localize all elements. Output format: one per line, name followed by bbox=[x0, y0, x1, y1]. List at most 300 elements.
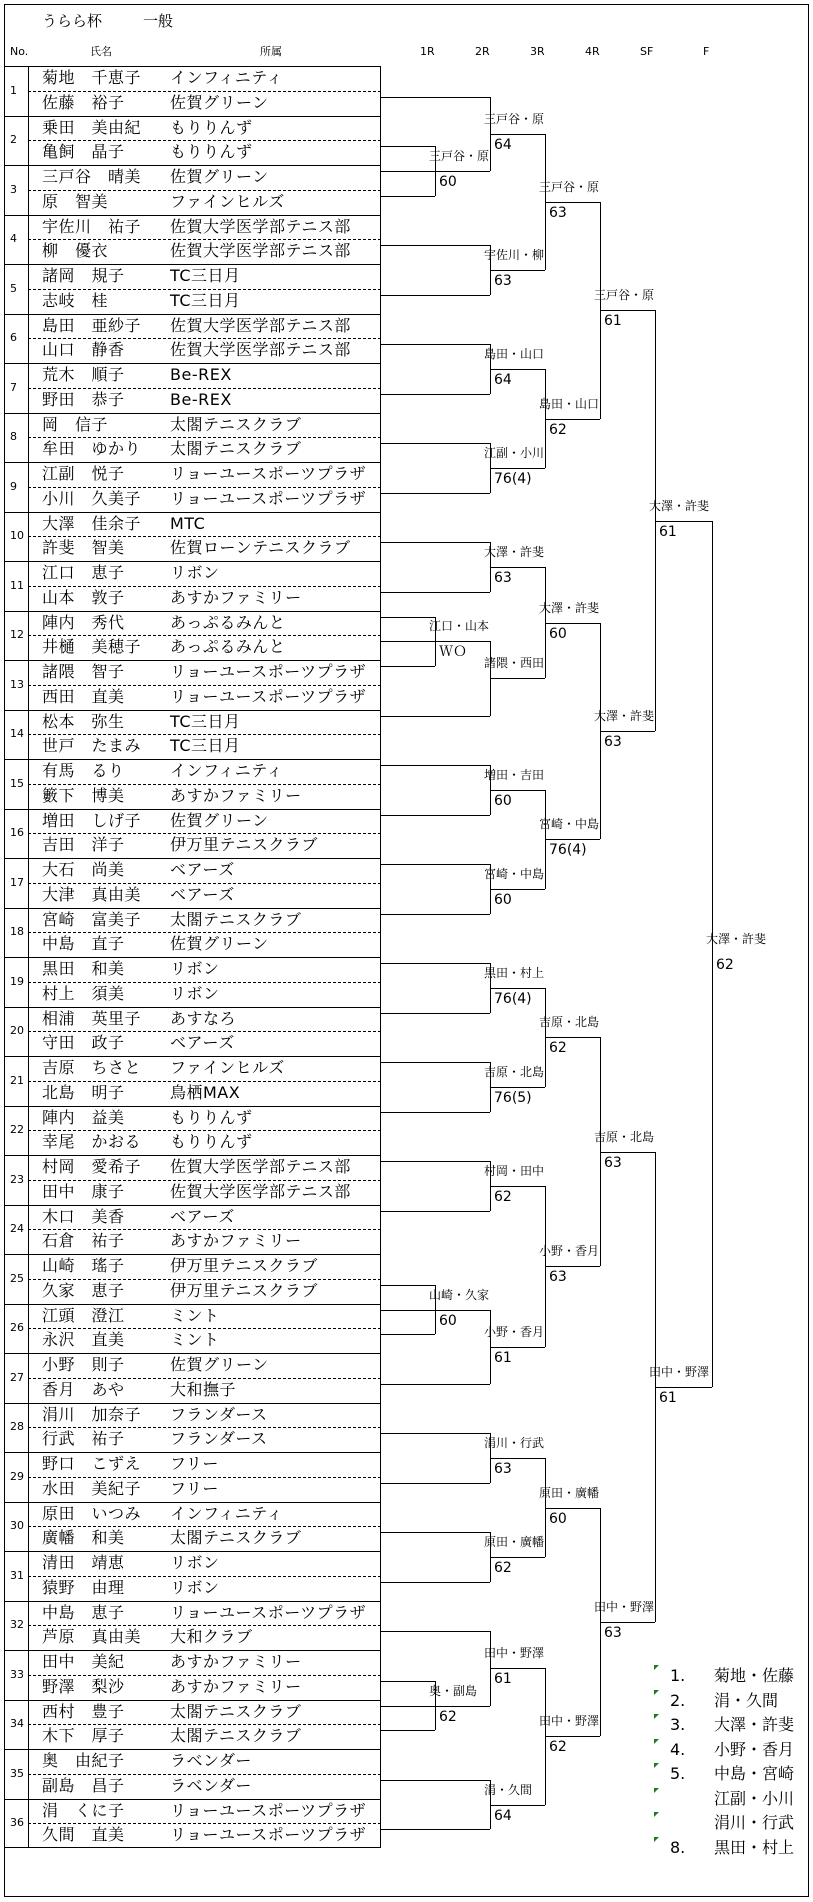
player-club: フランダース bbox=[170, 1429, 268, 1449]
pair-divider bbox=[4, 611, 381, 612]
pair-divider bbox=[4, 1007, 381, 1008]
player-club: あすかファミリー bbox=[170, 587, 302, 607]
player-name: 副島 昌子 bbox=[42, 1775, 125, 1795]
pair-divider bbox=[4, 1601, 381, 1602]
player-club: ラベンダー bbox=[170, 1775, 252, 1795]
row-divider bbox=[28, 586, 381, 587]
pair-divider bbox=[4, 1254, 381, 1255]
player-club: もりりんず bbox=[170, 1107, 253, 1127]
player-name: 幸尾 かおる bbox=[42, 1132, 142, 1152]
row-divider bbox=[28, 1279, 381, 1280]
bracket-line bbox=[381, 1483, 490, 1484]
bracket-line bbox=[600, 1622, 655, 1623]
pair-divider bbox=[4, 710, 381, 711]
player-club: あすかファミリー bbox=[170, 785, 302, 805]
match-score: 62 bbox=[549, 1040, 567, 1057]
rank-marker bbox=[654, 1739, 659, 1744]
bracket-line bbox=[545, 419, 600, 420]
rank-pair: 小野・香月 bbox=[714, 1739, 795, 1759]
pair-number: 16 bbox=[10, 826, 24, 840]
match-score: 62 bbox=[494, 1188, 512, 1205]
row-divider bbox=[28, 91, 381, 92]
rank-pair: 江副・小川 bbox=[714, 1788, 795, 1808]
pair-divider bbox=[4, 1749, 381, 1750]
bracket-line bbox=[381, 344, 490, 345]
bracket-line bbox=[545, 623, 600, 624]
pair-number: 3 bbox=[10, 182, 17, 196]
match-score: 64 bbox=[494, 136, 512, 153]
match-winner: 諸隈・西田 bbox=[484, 656, 545, 671]
pair-number: 18 bbox=[10, 925, 24, 939]
rank-marker bbox=[654, 1812, 659, 1817]
player-name: 芦原 真由美 bbox=[42, 1627, 142, 1647]
player-name: 大石 尚美 bbox=[42, 860, 125, 879]
pair-number: 29 bbox=[10, 1469, 24, 1483]
match-score: 60 bbox=[439, 174, 457, 190]
player-club: 佐賀グリーン bbox=[170, 92, 269, 112]
match-score: 60 bbox=[494, 891, 512, 908]
pair-divider bbox=[4, 462, 381, 463]
player-club: フリー bbox=[170, 1478, 219, 1498]
player-name: 涓川 加奈子 bbox=[42, 1404, 142, 1424]
bracket-line bbox=[600, 731, 655, 732]
match-score: 62 bbox=[439, 1708, 457, 1725]
bracket-line bbox=[545, 839, 600, 840]
match-score: 63 bbox=[604, 1624, 622, 1641]
player-name: 宇佐川 祐子 bbox=[42, 216, 142, 236]
player-name: 有馬 るり bbox=[42, 761, 125, 780]
match-winner: 小野・香月 bbox=[484, 1324, 545, 1339]
match-score: 64 bbox=[494, 372, 512, 388]
player-name: 野澤 梨沙 bbox=[42, 1676, 125, 1696]
row-divider bbox=[28, 883, 381, 884]
match-winner: 島田・山口 bbox=[484, 347, 545, 361]
pair-divider bbox=[4, 1799, 381, 1800]
rank-marker bbox=[654, 1690, 659, 1695]
match-winner: 田中・野澤 bbox=[649, 1364, 710, 1379]
player-club: 佐賀大学医学部テニス部 bbox=[170, 1157, 351, 1176]
bracket-line bbox=[490, 889, 545, 890]
row-divider bbox=[28, 289, 381, 290]
row-divider bbox=[28, 1229, 381, 1230]
player-club: TC三日月 bbox=[170, 266, 241, 285]
bracket-line bbox=[490, 1087, 545, 1088]
player-name: 中島 直子 bbox=[42, 934, 125, 954]
player-club: リボン bbox=[170, 983, 220, 1003]
match-winner: 奥・副島 bbox=[429, 1683, 478, 1698]
header-name: 氏名 bbox=[90, 45, 112, 58]
player-club: あすかファミリー bbox=[170, 1231, 302, 1251]
pair-number: 11 bbox=[10, 578, 24, 592]
pair-number: 21 bbox=[10, 1073, 24, 1087]
player-club: インフィニティ bbox=[170, 68, 283, 87]
player-club: あすかファミリー bbox=[170, 1676, 302, 1696]
match-winner: 江口・山本 bbox=[429, 619, 490, 634]
rank-marker bbox=[654, 1837, 659, 1842]
player-name: 原 智美 bbox=[42, 191, 109, 211]
bracket-line bbox=[490, 1458, 545, 1459]
player-club: ベアーズ bbox=[170, 884, 235, 904]
player-name: 井樋 美穂子 bbox=[42, 637, 142, 657]
match-score: 60 bbox=[494, 792, 512, 809]
player-club: ベアーズ bbox=[170, 1033, 235, 1053]
match-winner: 宇佐川・柳 bbox=[484, 248, 545, 262]
row-divider bbox=[28, 1675, 381, 1676]
rank-pair: 涓・久間 bbox=[714, 1690, 779, 1710]
bracket-line bbox=[381, 963, 490, 964]
player-club: ミント bbox=[170, 1305, 220, 1325]
player-name: 小川 久美子 bbox=[42, 488, 142, 508]
bracket-line bbox=[490, 134, 545, 135]
player-club: MTC bbox=[170, 513, 206, 533]
pair-divider bbox=[4, 1551, 381, 1552]
player-name: 香月 あや bbox=[42, 1379, 125, 1399]
player-club: ファインヒルズ bbox=[170, 191, 285, 211]
pair-number: 34 bbox=[10, 1717, 24, 1731]
pair-divider bbox=[4, 1452, 381, 1453]
player-club: リョーユースポーツプラザ bbox=[170, 686, 367, 706]
pair-number: 35 bbox=[10, 1766, 24, 1780]
bracket-line bbox=[655, 1387, 712, 1388]
player-name: 世戸 たまみ bbox=[42, 736, 142, 756]
rank-marker bbox=[654, 1714, 659, 1719]
player-name: 田中 美紀 bbox=[42, 1652, 125, 1671]
player-club: TC三日月 bbox=[170, 290, 241, 310]
player-name: 小野 則子 bbox=[42, 1355, 125, 1374]
player-club: リョーユースポーツプラザ bbox=[170, 1800, 367, 1820]
player-club: ベアーズ bbox=[170, 860, 235, 879]
player-club: もりりんず bbox=[170, 117, 253, 137]
pair-number: 1 bbox=[10, 83, 17, 97]
player-club: インフィニティ bbox=[170, 1503, 283, 1523]
bracket-line bbox=[381, 1780, 490, 1781]
match-score: 60 bbox=[549, 625, 567, 642]
bracket-line bbox=[381, 666, 435, 667]
pair-divider bbox=[4, 660, 381, 661]
pair-number: 23 bbox=[10, 1172, 24, 1186]
bracket-line bbox=[381, 196, 435, 197]
rank-number: 4. bbox=[670, 1739, 686, 1759]
player-club: 佐賀大学医学部テニス部 bbox=[170, 241, 351, 261]
player-club: もりりんず bbox=[170, 1132, 253, 1152]
bracket-line bbox=[381, 1384, 490, 1385]
rank-number: 3. bbox=[670, 1715, 686, 1734]
row-divider bbox=[28, 1031, 381, 1032]
player-name: 三戸谷 晴美 bbox=[42, 167, 142, 186]
player-club: 佐賀大学医学部テニス部 bbox=[170, 216, 351, 236]
bracket-line bbox=[490, 1668, 545, 1669]
pair-divider bbox=[4, 1502, 381, 1503]
player-name: 陣内 秀代 bbox=[42, 612, 125, 632]
row-divider bbox=[28, 1625, 381, 1626]
player-name: 牟田 ゆかり bbox=[42, 439, 142, 459]
header-4r: 4R bbox=[585, 45, 600, 58]
bracket-line bbox=[381, 1582, 490, 1583]
player-name: 久間 直美 bbox=[42, 1825, 125, 1845]
player-club: 佐賀大学医学部テニス部 bbox=[170, 340, 351, 360]
player-name: 陣内 益美 bbox=[42, 1107, 125, 1127]
player-club: 太閤テニスクラブ bbox=[170, 439, 302, 459]
pair-number: 13 bbox=[10, 677, 24, 691]
pair-divider bbox=[4, 759, 381, 760]
match-score: 76(4) bbox=[494, 990, 532, 1007]
player-club: ラベンダー bbox=[170, 1751, 252, 1770]
category-label: 一般 bbox=[143, 12, 174, 30]
match-score: 61 bbox=[604, 313, 622, 330]
rank-number: 2. bbox=[670, 1690, 686, 1710]
pair-number: 6 bbox=[10, 331, 17, 345]
player-club: 伊万里テニスクラブ bbox=[170, 1280, 318, 1300]
bracket-line bbox=[490, 1805, 545, 1806]
player-name: 許斐 智美 bbox=[42, 538, 125, 558]
row-divider bbox=[28, 140, 381, 141]
bracket-line bbox=[381, 493, 490, 494]
bracket-line bbox=[381, 1829, 490, 1830]
bracket-line bbox=[381, 1285, 435, 1286]
player-name: 石倉 祐子 bbox=[42, 1231, 125, 1251]
match-score: 61 bbox=[494, 1671, 512, 1688]
player-name: 亀飼 晶子 bbox=[42, 142, 125, 162]
player-name: 大津 真由美 bbox=[42, 884, 142, 904]
player-club: リボン bbox=[170, 959, 220, 978]
match-score: 61 bbox=[494, 1349, 512, 1366]
player-name: 諸隈 智子 bbox=[42, 662, 125, 681]
match-score: ＷＯ bbox=[439, 644, 467, 661]
bracket-line bbox=[545, 1736, 600, 1737]
player-name: 北島 明子 bbox=[42, 1082, 125, 1102]
pair-number: 7 bbox=[10, 380, 17, 394]
player-name: 志岐 桂 bbox=[42, 290, 109, 310]
bracket-line bbox=[381, 815, 490, 816]
header-1r: 1R bbox=[420, 45, 435, 58]
match-winner: 涓・久間 bbox=[484, 1782, 533, 1797]
player-name: 松本 弥生 bbox=[42, 711, 125, 731]
player-club: インフィニティ bbox=[170, 761, 283, 780]
bracket-line bbox=[490, 1186, 545, 1187]
bracket-line bbox=[381, 864, 490, 865]
row-divider bbox=[28, 784, 381, 785]
bracket-line bbox=[381, 1706, 490, 1707]
bracket-line bbox=[381, 765, 490, 766]
pair-divider bbox=[4, 1650, 381, 1651]
player-name: 木口 美香 bbox=[42, 1206, 125, 1226]
player-name: 山本 敦子 bbox=[42, 587, 125, 607]
match-winner: 黒田・村上 bbox=[484, 965, 545, 980]
player-club: 佐賀グリーン bbox=[170, 934, 269, 954]
player-name: 大澤 佳余子 bbox=[42, 513, 142, 533]
player-name: 村岡 愛希子 bbox=[42, 1157, 142, 1176]
pair-number: 22 bbox=[10, 1123, 24, 1137]
row-divider bbox=[28, 833, 381, 834]
pair-number: 28 bbox=[10, 1420, 24, 1434]
pair-divider bbox=[4, 363, 381, 364]
match-score: 63 bbox=[494, 273, 512, 289]
bracket-line bbox=[490, 988, 545, 989]
bracket-line bbox=[490, 678, 545, 679]
match-winner: 大澤・許斐 bbox=[649, 498, 710, 513]
match-score: 62 bbox=[549, 421, 567, 438]
match-score: 60 bbox=[549, 1510, 567, 1527]
match-score: 62 bbox=[549, 1739, 567, 1756]
row-divider bbox=[28, 1576, 381, 1577]
match-score: 60 bbox=[439, 1312, 457, 1329]
bracket-line bbox=[712, 521, 713, 1387]
header-club: 所属 bbox=[260, 45, 282, 58]
pair-number: 30 bbox=[10, 1519, 24, 1533]
player-club: 伊万里テニスクラブ bbox=[170, 835, 318, 855]
row-divider bbox=[28, 1378, 381, 1379]
row-divider bbox=[28, 487, 381, 488]
pair-number: 26 bbox=[10, 1321, 24, 1335]
row-divider bbox=[28, 239, 381, 240]
pair-number: 31 bbox=[10, 1568, 24, 1582]
pair-number: 17 bbox=[10, 875, 24, 889]
pair-number: 15 bbox=[10, 776, 24, 790]
bracket-line bbox=[490, 1347, 545, 1348]
player-club: フランダース bbox=[170, 1404, 268, 1424]
player-club: 大和撫子 bbox=[170, 1379, 237, 1399]
header-f: F bbox=[703, 45, 710, 58]
pair-divider bbox=[4, 1700, 381, 1701]
row-divider bbox=[28, 1427, 381, 1428]
row-divider bbox=[28, 1724, 381, 1725]
pair-divider bbox=[4, 957, 381, 958]
player-name: 山崎 瑤子 bbox=[42, 1256, 125, 1275]
player-name: 田中 康子 bbox=[42, 1181, 125, 1201]
match-score: 76(4) bbox=[494, 471, 532, 487]
row-divider bbox=[28, 1130, 381, 1131]
player-club: 太閤テニスクラブ bbox=[170, 1726, 302, 1746]
bracket-line bbox=[381, 617, 435, 618]
player-name: 猿野 由理 bbox=[42, 1577, 125, 1597]
bracket-line bbox=[381, 245, 490, 246]
row-divider bbox=[28, 1774, 381, 1775]
player-name: 吉田 洋子 bbox=[42, 835, 125, 855]
match-winner: 小野・香月 bbox=[539, 1244, 600, 1259]
row-divider bbox=[28, 437, 381, 438]
bracket-line bbox=[381, 394, 490, 395]
match-score: 62 bbox=[494, 1560, 512, 1576]
tournament-title: うらら杯 bbox=[42, 12, 103, 30]
match-winner: 増田・吉田 bbox=[484, 767, 545, 782]
player-club: リョーユースポーツプラザ bbox=[170, 488, 367, 508]
match-score: 63 bbox=[549, 204, 567, 221]
match-winner: 江副・小川 bbox=[484, 446, 545, 460]
match-winner: 山崎・久家 bbox=[429, 1287, 490, 1302]
player-name: 島田 亜紗子 bbox=[42, 315, 142, 335]
player-club: フリー bbox=[170, 1454, 219, 1473]
pair-divider bbox=[4, 561, 381, 562]
match-winner: 吉原・北島 bbox=[594, 1129, 655, 1144]
player-name: 木下 厚子 bbox=[42, 1726, 125, 1746]
bracket-line bbox=[545, 1508, 600, 1509]
player-club: もりりんず bbox=[170, 142, 253, 162]
player-name: 涓 くに子 bbox=[42, 1800, 125, 1820]
bracket-line bbox=[381, 542, 490, 543]
pair-divider bbox=[4, 908, 381, 909]
match-score: 61 bbox=[659, 523, 677, 540]
rank-number: 8. bbox=[670, 1837, 686, 1857]
pair-divider bbox=[4, 858, 381, 859]
player-club: 佐賀大学医学部テニス部 bbox=[170, 315, 351, 335]
bracket-line bbox=[381, 1161, 490, 1162]
rank-number: 5. bbox=[670, 1764, 686, 1783]
match-winner: 村岡・田中 bbox=[484, 1163, 545, 1178]
player-club: 佐賀グリーン bbox=[170, 167, 269, 186]
match-winner: 吉原・北島 bbox=[539, 1015, 600, 1030]
pair-divider bbox=[4, 1205, 381, 1206]
player-club: 大和クラブ bbox=[170, 1627, 253, 1647]
match-winner: 三戸谷・原 bbox=[484, 111, 545, 126]
player-name: 江副 悦子 bbox=[42, 464, 125, 483]
player-name: 原田 いつみ bbox=[42, 1503, 142, 1523]
bracket-line bbox=[381, 1062, 490, 1063]
player-club: リボン bbox=[170, 563, 220, 582]
header-3r: 3R bbox=[530, 45, 545, 58]
player-name: 廣幡 和美 bbox=[42, 1528, 125, 1548]
match-winner: 三戸谷・原 bbox=[539, 179, 600, 194]
bracket-line bbox=[381, 1730, 435, 1731]
rank-marker bbox=[654, 1788, 659, 1793]
match-winner: 田中・野澤 bbox=[539, 1714, 600, 1729]
bracket-line bbox=[490, 1557, 545, 1558]
pair-number: 14 bbox=[10, 727, 24, 741]
pair-number: 24 bbox=[10, 1222, 24, 1236]
row-divider bbox=[28, 685, 381, 686]
player-name: 奥 由紀子 bbox=[42, 1751, 125, 1770]
player-name: 宮崎 富美子 bbox=[42, 909, 142, 929]
bracket-line bbox=[490, 369, 545, 370]
match-winner: 大澤・許斐 bbox=[594, 708, 655, 723]
pair-number: 8 bbox=[10, 430, 17, 444]
pair-divider bbox=[4, 413, 381, 414]
rank-pair: 菊地・佐藤 bbox=[714, 1666, 795, 1685]
rank-marker bbox=[654, 1763, 659, 1768]
bracket-line bbox=[545, 1266, 600, 1267]
bracket-line bbox=[381, 1334, 435, 1335]
player-club: 佐賀大学医学部テニス部 bbox=[170, 1181, 351, 1201]
match-winner: 宮崎・中島 bbox=[484, 866, 545, 881]
row-divider bbox=[28, 536, 381, 537]
pair-divider bbox=[4, 1155, 381, 1156]
bracket-line bbox=[381, 716, 490, 717]
pair-number: 32 bbox=[10, 1618, 24, 1632]
pair-divider bbox=[4, 1403, 381, 1404]
player-club: リョーユースポーツプラザ bbox=[170, 1825, 367, 1845]
match-score: 63 bbox=[604, 1154, 622, 1171]
player-club: リボン bbox=[170, 1553, 220, 1572]
pair-divider bbox=[4, 116, 381, 117]
row-divider bbox=[28, 982, 381, 983]
row-divider bbox=[28, 190, 381, 191]
bracket-line bbox=[490, 468, 545, 469]
bracket-line bbox=[600, 310, 655, 311]
player-name: 相浦 英里子 bbox=[42, 1008, 142, 1028]
match-winner: 三戸谷・原 bbox=[594, 288, 655, 303]
player-club: 太閤テニスクラブ bbox=[170, 1701, 302, 1721]
match-winner: 原田・廣幡 bbox=[484, 1535, 545, 1549]
row-divider bbox=[28, 338, 381, 339]
bracket-line bbox=[381, 1013, 490, 1014]
header-sf: SF bbox=[640, 45, 654, 58]
match-winner: 三戸谷・原 bbox=[429, 149, 490, 163]
player-name: 野口 こずえ bbox=[42, 1454, 142, 1473]
player-club: ミント bbox=[170, 1330, 220, 1350]
pair-divider bbox=[4, 1353, 381, 1354]
match-score: 62 bbox=[716, 956, 734, 973]
row-divider bbox=[28, 1081, 381, 1082]
player-club: リョーユースポーツプラザ bbox=[170, 464, 367, 483]
